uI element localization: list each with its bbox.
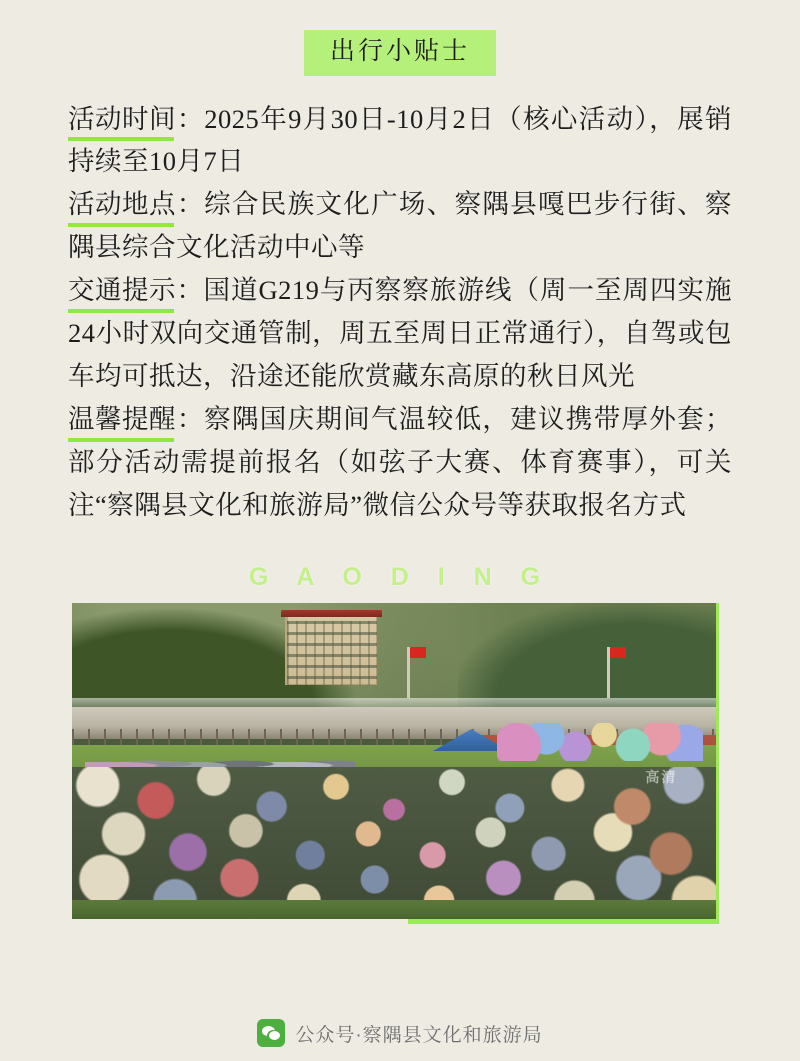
event-photo [72,603,716,919]
tip-label-traffic: 交通提示 [68,269,176,312]
footer [0,1019,800,1047]
photo-foreground-grass [72,900,716,919]
tips-body [68,98,732,527]
tip-paragraph-venue [68,183,732,269]
photo-flag-left [407,647,410,698]
footer-account-text: 公众号·察隅县文化和旅游局 [295,1024,543,1046]
wechat-icon [257,1019,285,1047]
title-container [0,0,800,76]
photo-balloon-arch [497,723,703,761]
tip-paragraph-time [68,98,732,184]
photo-section [0,562,800,975]
tip-text-venue: 综合民族文化广场、察隅县嘎巴步行街、察隅县综合文化活动中心等 [68,189,733,263]
tip-text-time: 2025年9月30日-10月2日（核心活动），展销持续至10月7日 [68,103,733,177]
tip-text-reminder: 察隅国庆期间气温较低，建议携带厚外套；部分活动需提前报名（如弦子大赛、体育赛事），可关注“察隅县文化和旅游局”微信公众号等获取报名方式 [68,403,733,520]
photo-crowd [72,767,716,919]
tip-separator-reminder: ： [176,403,205,434]
watermark-inner-text: 高清 [645,769,678,786]
tip-paragraph-traffic [68,269,732,398]
watermark-top-text: G A O D I N G [248,562,552,591]
photo-building [285,615,377,685]
tip-label-reminder: 温馨提醒 [68,398,176,441]
photo-flag-right [607,647,610,698]
tip-label-time: 活动时间 [68,98,176,141]
tip-label-venue: 活动地点 [68,183,176,226]
tip-paragraph-reminder [68,398,732,527]
page-title: 出行小贴士 [304,30,496,76]
tip-separator-time: ： [176,103,205,134]
tip-text-traffic: 国道G219与丙察察旅游线（周一至周四实施24小时双向交通管制，周五至周日正常通行），自驾或包车均可抵达，沿途还能欣赏藏东高原的秋日风光 [68,275,733,392]
tip-separator-venue: ： [176,189,205,220]
tip-separator-traffic: ： [176,275,204,306]
